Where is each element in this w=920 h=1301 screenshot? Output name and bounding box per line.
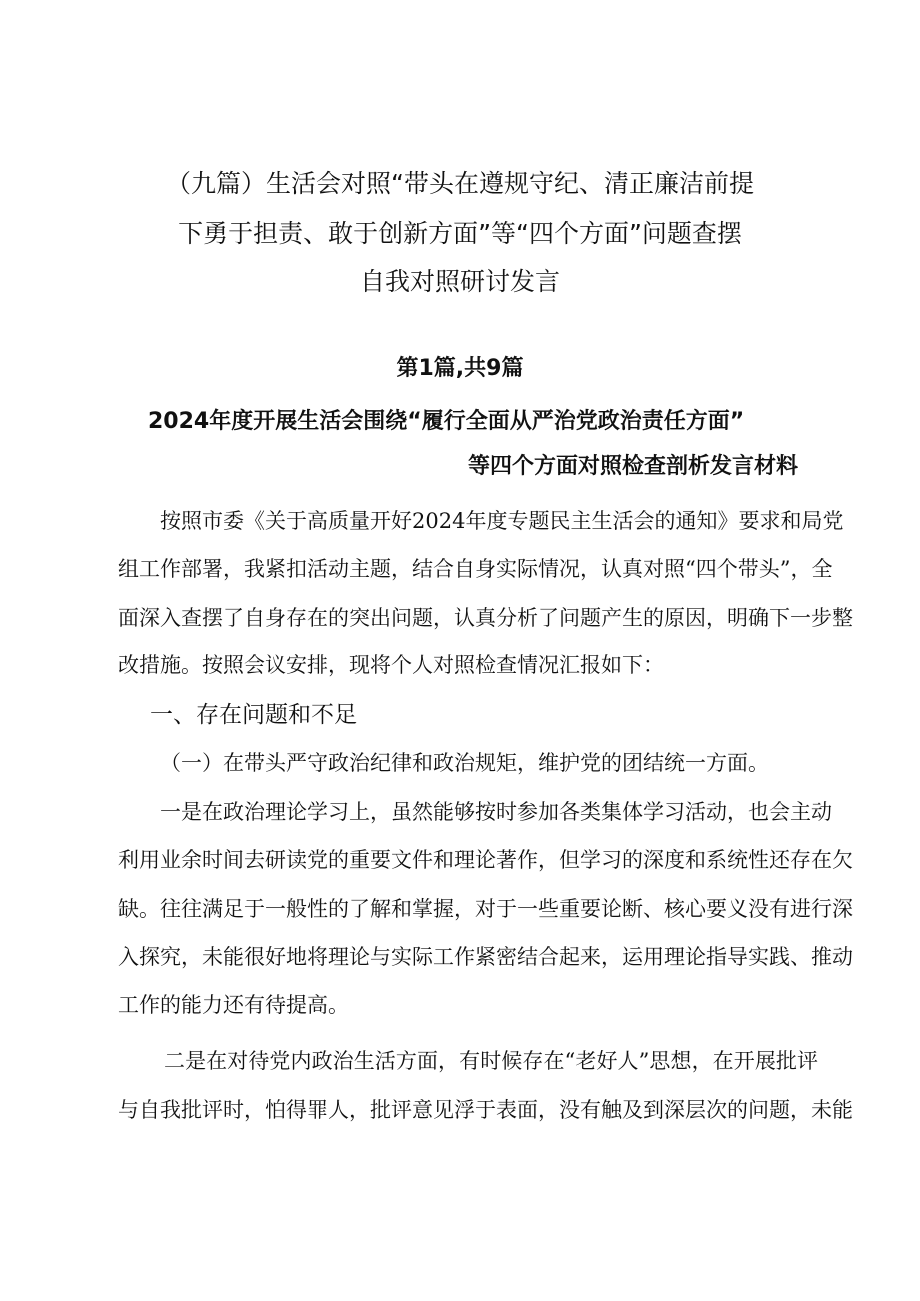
section-heading: 一、存在问题和不足 (150, 702, 357, 728)
para2-line-2: 与自我批评时，怕得罪人，批评意见浮于表面，没有触及到深层次的问题，未能 (118, 1098, 853, 1122)
doc-title-line-3: 自我对照研讨发言 (359, 267, 560, 296)
para1-line-2: 利用业余时间去研读党的重要文件和理论著作，但学习的深度和系统性还存在欠 (118, 848, 853, 872)
para1-line-5: 工作的能力还有待提高。 (118, 993, 349, 1017)
para2-line-1: 二是在对待党内政治生活方面，有时候存在“老好人”思想，在开展批评 (164, 1049, 818, 1073)
subtitle-line-1: 2024年度开展生活会围绕“履行全面从严治党政治责任方面” (148, 409, 745, 434)
subsection-heading: （一）在带头严守政治纪律和政治规矩，维护党的团结统一方面。 (160, 751, 769, 775)
subtitle-line-2: 等四个方面对照检查剖析发言材料 (468, 454, 799, 479)
intro-line-1: 按照市委《关于高质量开好2024年度专题民主生活会的通知》要求和局党 (160, 509, 844, 533)
para1-line-1: 一是在政治理论学习上，虽然能够按时参加各类集体学习活动，也会主动 (160, 800, 832, 824)
para1-line-3: 缺。往往满足于一般性的了解和掌握，对于一些重要论断、核心要义没有进行深 (118, 897, 853, 921)
doc-title-line-2: 下勇于担责、敢于创新方面”等“四个方面”问题查摆 (178, 219, 742, 248)
part-label: 第1篇,共9篇 (396, 356, 524, 381)
para1-line-4: 入探究，未能很好地将理论与实际工作紧密结合起来，运用理论指导实践、推动 (118, 945, 853, 969)
intro-line-3: 面深入查摆了自身存在的突出问题，认真分析了问题产生的原因，明确下一步整 (118, 606, 853, 630)
intro-line-2: 组工作部署，我紧扣活动主题，结合自身实际情况，认真对照“四个带头”，全 (118, 557, 833, 581)
doc-title-line-1: （九篇）生活会对照“带头在遵规守纪、清正廉洁前提 (166, 169, 754, 198)
intro-line-4: 改措施。按照会议安排，现将个人对照检查情况汇报如下： (118, 653, 664, 677)
